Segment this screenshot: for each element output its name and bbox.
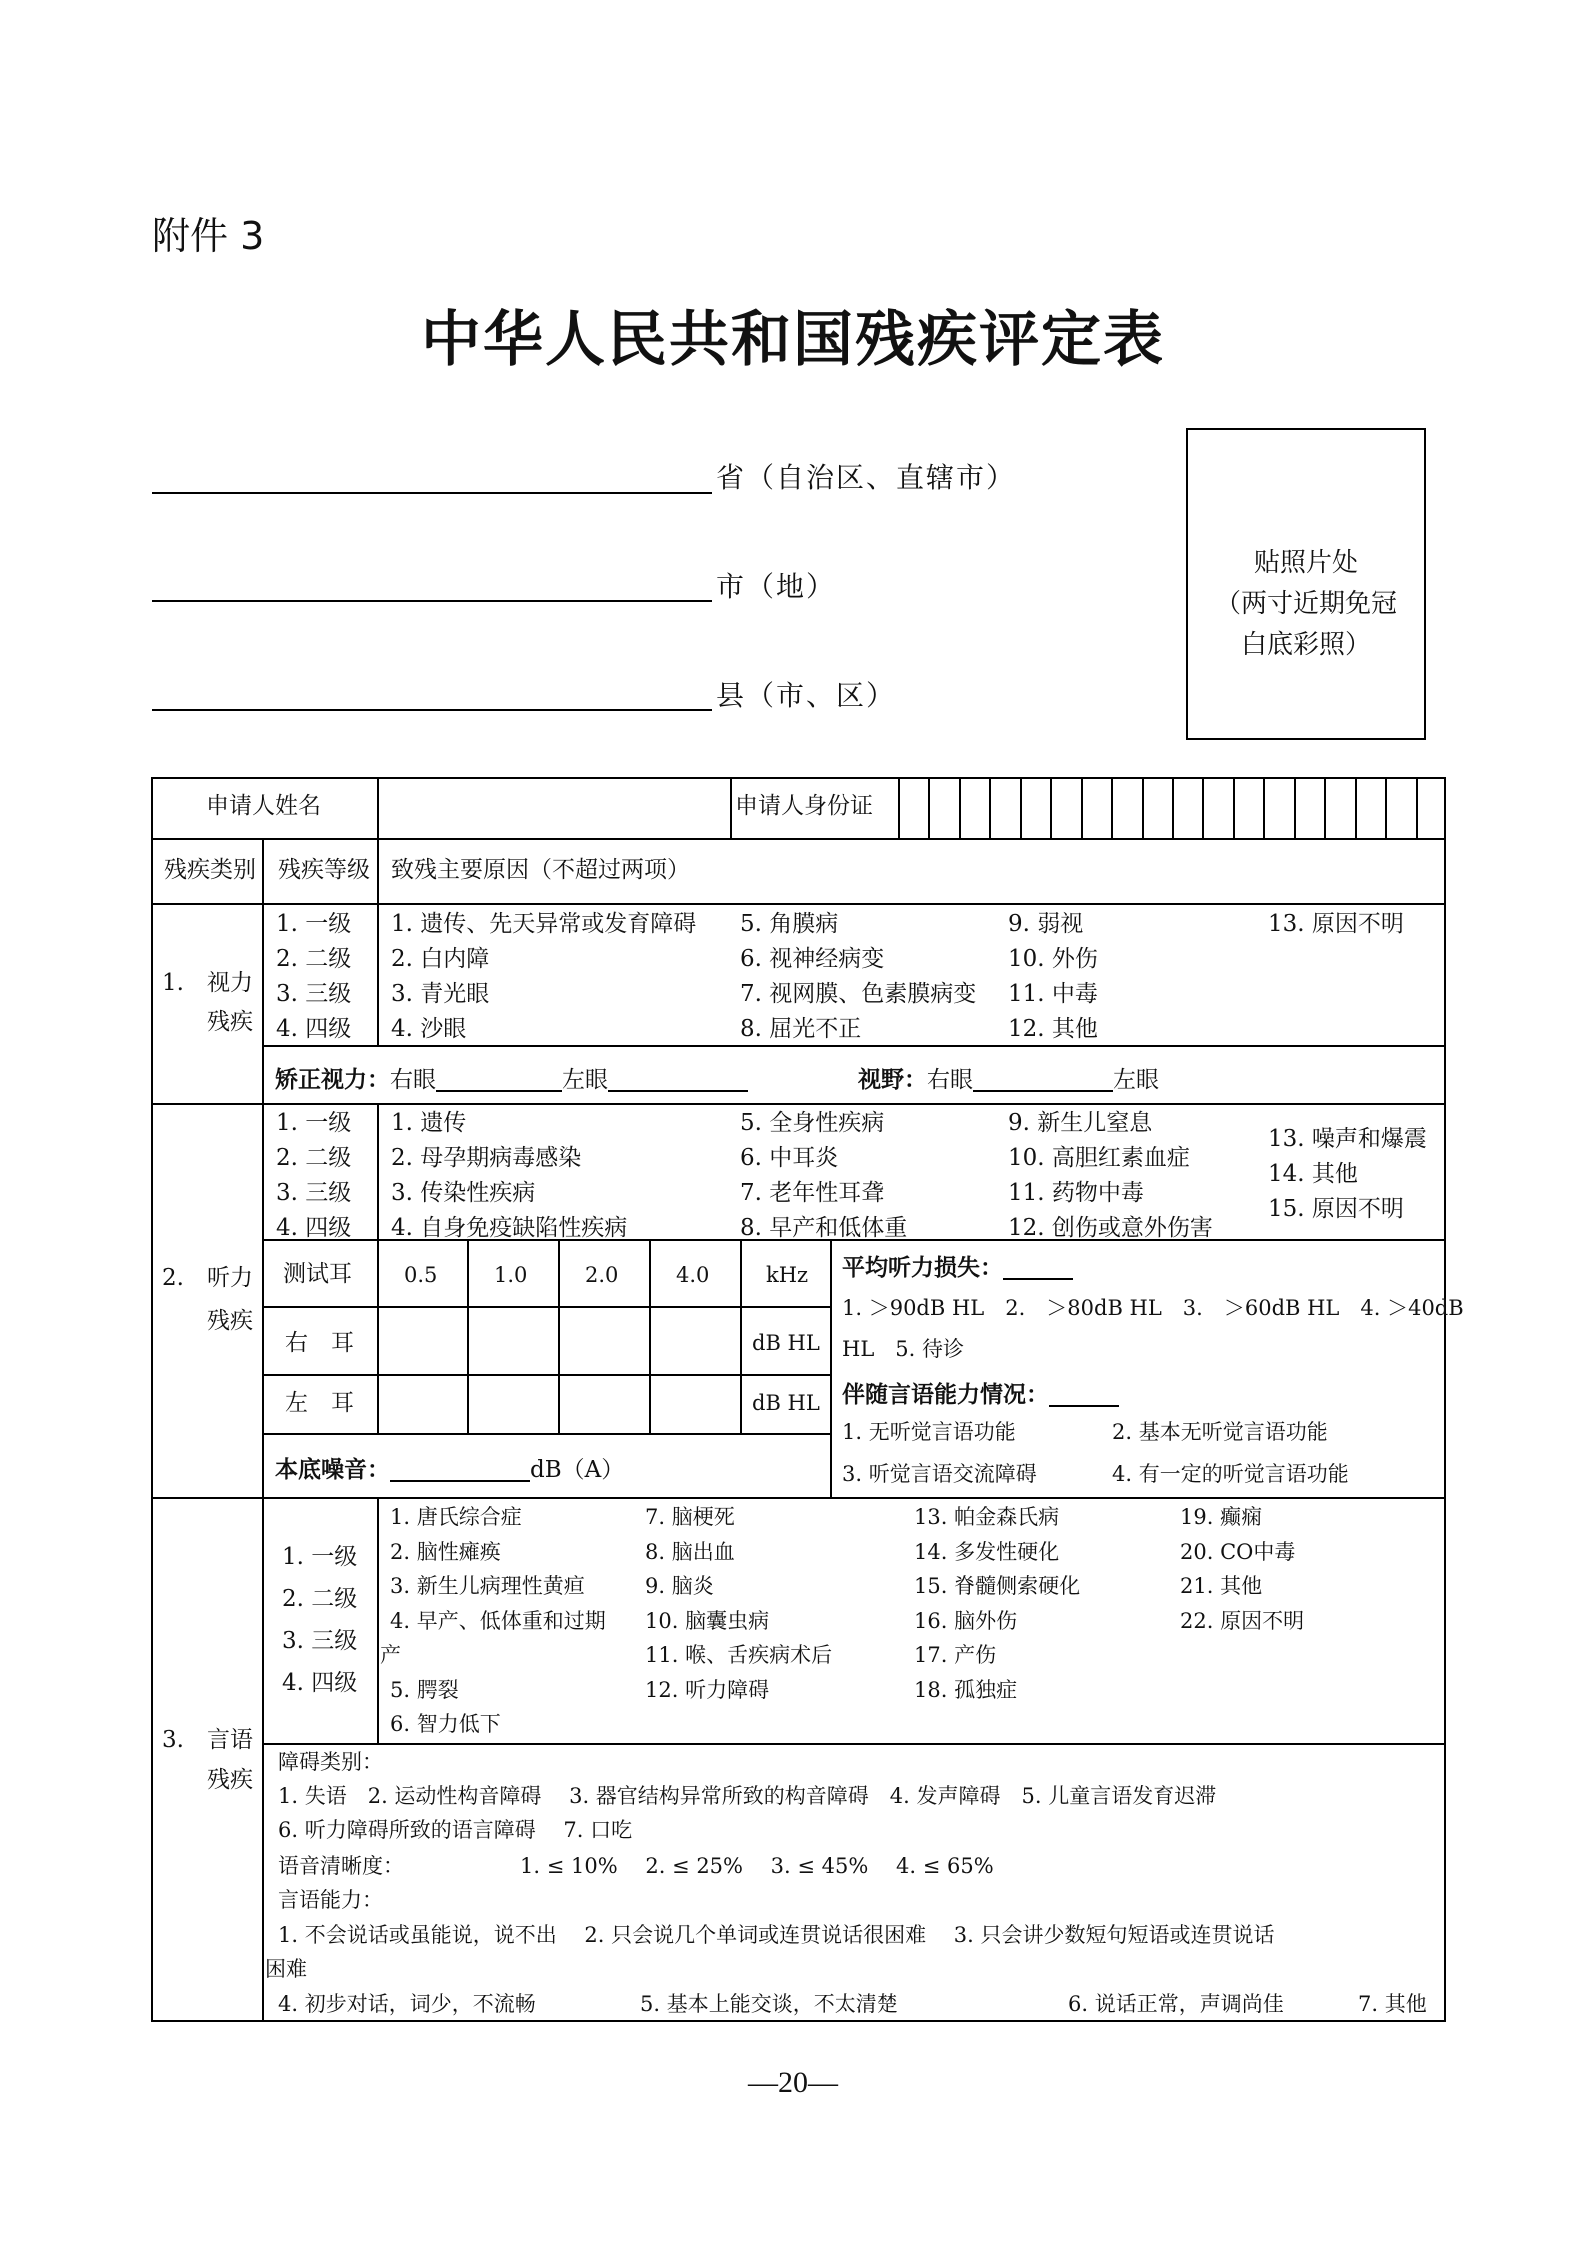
left-ear-threshold-cell[interactable] xyxy=(469,1376,558,1433)
province-label: 省（自治区、直辖市） xyxy=(716,461,1017,494)
hearing-cause-d-1: 13. 噪声和爆震 xyxy=(1268,1126,1427,1152)
speech-cause-d-4: 22. 原因不明 xyxy=(1180,1608,1305,1633)
speech-cause-c-3: 15. 脊髓侧索硬化 xyxy=(914,1574,1081,1598)
city-label: 市（地） xyxy=(716,570,837,603)
province-field[interactable] xyxy=(152,492,712,494)
ability-line-1: 1. 不会说话或虽能说，说不出 2. 只会说几个单词或连贯说话很困难 3. 只会讲少数短句短语或连贯说话 xyxy=(278,1923,1275,1947)
avg-loss-options-2: HL 5. 待诊 xyxy=(842,1337,964,1361)
vision-grade-2: 2. 二级 xyxy=(276,946,352,972)
ability-option-6: 6. 说话正常，声调尚佳 xyxy=(1068,1992,1284,2016)
speech-option-1: 1. 无听觉言语功能 xyxy=(842,1420,1016,1444)
city-field[interactable] xyxy=(152,600,712,602)
applicant-name-field[interactable] xyxy=(379,779,728,836)
vision-cause-b-2: 6. 视神经病变 xyxy=(740,946,885,972)
speech-cause-d-3: 21. 其他 xyxy=(1180,1574,1263,1598)
hearing-grade-3: 3. 三级 xyxy=(276,1180,352,1206)
vision-label-num: 1. xyxy=(162,970,184,996)
avg-loss xyxy=(842,1256,1073,1280)
id-digit-divider xyxy=(959,777,961,838)
col-header-grade: 残疾等级 xyxy=(278,857,370,883)
hearing-cause-a-4: 4. 自身免疫缺陷性疾病 xyxy=(391,1215,628,1241)
hearing-cause-d-3: 15. 原因不明 xyxy=(1268,1196,1404,1222)
hearing-cause-d-2: 14. 其他 xyxy=(1268,1161,1358,1187)
right-ear-threshold-cell[interactable] xyxy=(560,1308,649,1374)
id-digit-divider xyxy=(989,777,991,838)
field-right-eye-field[interactable] xyxy=(973,1068,1113,1092)
vision-cause-a-3: 3. 青光眼 xyxy=(391,981,490,1007)
id-digit-divider xyxy=(1294,777,1296,838)
speech-grade-4: 4. 四级 xyxy=(282,1670,358,1696)
id-digit-divider xyxy=(1385,777,1387,838)
background-noise xyxy=(275,1458,624,1482)
speech-cause-c-2: 14. 多发性硬化 xyxy=(914,1539,1060,1564)
ability-line-1b: 困难 xyxy=(265,1957,307,1981)
disorder-types-1: 1. 失语 2. 运动性构音障碍 3. 器官结构异常所致的构音障碍 4. 发声障碍 5. 儿童言语发育迟滞 xyxy=(278,1784,1217,1808)
vision-cause-a-2: 2. 白内障 xyxy=(391,946,490,972)
speech-cause-a-2: 2. 脑性瘫痪 xyxy=(390,1539,501,1564)
id-digit-divider xyxy=(1172,777,1174,838)
vision-cause-c-1: 9. 弱视 xyxy=(1008,911,1084,937)
speech-cause-a-7: 6. 智力低下 xyxy=(390,1712,501,1736)
speech-label-a: 言语 xyxy=(207,1727,253,1753)
applicant-id-label: 申请人身份证 xyxy=(735,793,873,819)
hearing-cause-a-3: 3. 传染性疾病 xyxy=(391,1180,536,1206)
speech-label-num: 3. xyxy=(162,1727,184,1753)
speech-cause-b-4: 10. 脑囊虫病 xyxy=(645,1608,770,1633)
avg-loss-field[interactable] xyxy=(1003,1256,1073,1280)
field-right-eye-label: 右眼 xyxy=(927,1067,973,1093)
right-ear-threshold-cell[interactable] xyxy=(469,1308,558,1374)
right-ear-unit: dB HL xyxy=(752,1331,820,1355)
speech-cause-a-3: 3. 新生儿病理性黄疸 xyxy=(390,1574,585,1598)
hearing-grade-4: 4. 四级 xyxy=(276,1215,352,1241)
left-ear-threshold-cell[interactable] xyxy=(651,1376,740,1433)
left-ear-label: 左 耳 xyxy=(285,1390,354,1416)
background-noise-field[interactable] xyxy=(390,1458,530,1482)
vision-cause-c-3: 11. 中毒 xyxy=(1008,981,1098,1007)
background-noise-label: 本底噪音： xyxy=(275,1457,390,1483)
hearing-grade-1: 1. 一级 xyxy=(276,1110,352,1136)
speech-option-3: 3. 听觉言语交流障碍 xyxy=(842,1462,1037,1486)
hearing-label-b: 残疾 xyxy=(207,1308,253,1334)
vision-label-a: 视力 xyxy=(207,970,253,996)
vision-grade-3: 3. 三级 xyxy=(276,981,352,1007)
speech-grade-3: 3. 三级 xyxy=(282,1628,358,1654)
speech-ability xyxy=(842,1383,1119,1407)
ability-option-4: 4. 初步对话，词少，不流畅 xyxy=(278,1992,536,2016)
speech-cause-b-5: 11. 喉、舌疾病术后 xyxy=(645,1643,833,1667)
right-eye-acuity-field[interactable] xyxy=(436,1068,562,1092)
speech-cause-a-5: 产 xyxy=(380,1643,401,1667)
vision-cause-b-3: 7. 视网膜、色素膜病变 xyxy=(740,981,977,1007)
vision-cause-a-1: 1. 遗传、先天异常或发育障碍 xyxy=(391,911,697,937)
id-digit-divider xyxy=(1416,777,1418,838)
frequency-4: 4.0 xyxy=(676,1263,710,1287)
frequency-3: 2.0 xyxy=(585,1263,619,1287)
hearing-cause-c-1: 9. 新生儿窒息 xyxy=(1008,1110,1153,1136)
hearing-cause-c-4: 12. 创伤或意外伤害 xyxy=(1008,1215,1213,1241)
id-digit-divider xyxy=(1142,777,1144,838)
hearing-cause-b-4: 8. 早产和低体重 xyxy=(740,1215,908,1241)
disorder-type-label: 障碍类别： xyxy=(278,1750,383,1774)
speech-cause-b-3: 9. 脑炎 xyxy=(645,1574,714,1598)
form-title: 中华人民共和国残疾评定表 xyxy=(421,305,1165,375)
left-ear-threshold-cell[interactable] xyxy=(379,1376,467,1433)
id-digit-divider xyxy=(1355,777,1357,838)
left-eye-label: 左眼 xyxy=(562,1067,608,1093)
vision-cause-c-4: 12. 其他 xyxy=(1008,1016,1098,1042)
clarity-options: 1. ≤ 10% 2. ≤ 25% 3. ≤ 45% 4. ≤ 65% xyxy=(520,1854,994,1878)
left-ear-threshold-cell[interactable] xyxy=(560,1376,649,1433)
speech-cause-c-4: 16. 脑外伤 xyxy=(914,1608,1018,1633)
hearing-cause-b-3: 7. 老年性耳聋 xyxy=(740,1180,885,1206)
id-digit-divider xyxy=(1050,777,1052,838)
left-eye-acuity-field[interactable] xyxy=(608,1068,748,1092)
col-header-cause: 致残主要原因（不超过两项） xyxy=(391,857,690,883)
speech-cause-b-6: 12. 听力障碍 xyxy=(645,1677,770,1702)
speech-cause-c-1: 13. 帕金森氏病 xyxy=(914,1505,1060,1529)
vision-grade-1: 1. 一级 xyxy=(276,911,352,937)
vision-cause-c-2: 10. 外伤 xyxy=(1008,946,1098,972)
applicant-name-label: 申请人姓名 xyxy=(206,793,321,819)
hearing-cause-a-2: 2. 母孕期病毒感染 xyxy=(391,1145,582,1171)
county-label: 县（市、区） xyxy=(716,679,897,712)
attachment-label: 附件 3 xyxy=(152,214,265,258)
id-digit-divider xyxy=(928,777,930,838)
vision-corrected xyxy=(275,1068,748,1092)
speech-option-4: 4. 有一定的听觉言语功能 xyxy=(1112,1462,1349,1486)
frequency-5: kHz xyxy=(766,1263,809,1287)
vision-label-b: 残疾 xyxy=(207,1009,253,1035)
hearing-grade-2: 2. 二级 xyxy=(276,1145,352,1171)
avg-loss-label: 平均听力损失： xyxy=(842,1255,1003,1281)
id-digit-divider xyxy=(1111,777,1113,838)
speech-label-b: 残疾 xyxy=(207,1767,253,1793)
page-number-text: —20— xyxy=(748,2066,838,2099)
right-ear-label: 右 耳 xyxy=(285,1330,354,1356)
hearing-label-a: 听力 xyxy=(207,1265,253,1291)
speech-cause-d-1: 19. 癫痫 xyxy=(1180,1505,1263,1529)
id-digit-divider xyxy=(1202,777,1204,838)
vision-cause-b-4: 8. 屈光不正 xyxy=(740,1016,862,1042)
hearing-cause-c-2: 10. 高胆红素血症 xyxy=(1008,1145,1190,1171)
hearing-cause-c-3: 11. 药物中毒 xyxy=(1008,1180,1144,1206)
vision-field xyxy=(858,1068,1159,1092)
left-ear-unit: dB HL xyxy=(752,1391,820,1415)
vision-cause-b-1: 5. 角膜病 xyxy=(740,911,839,937)
visual-field-label: 视野： xyxy=(858,1067,927,1093)
speech-cause-c-6: 18. 孤独症 xyxy=(914,1677,1018,1702)
speech-grade-2: 2. 二级 xyxy=(282,1586,358,1612)
vision-grade-4: 4. 四级 xyxy=(276,1016,352,1042)
background-noise-unit: dB（A） xyxy=(530,1457,625,1483)
id-digit-divider xyxy=(1263,777,1265,838)
corrected-acuity-label: 矫正视力： xyxy=(275,1067,390,1093)
photo-box-text: 贴照片处 （两寸近期免冠 白底彩照） xyxy=(1214,547,1397,660)
ability-label: 言语能力： xyxy=(278,1888,383,1912)
photo-box[interactable] xyxy=(1186,428,1426,740)
speech-ability-field[interactable] xyxy=(1049,1383,1119,1407)
vision-cause-d-1: 13. 原因不明 xyxy=(1268,911,1404,937)
speech-cause-d-2: 20. CO中毒 xyxy=(1180,1539,1296,1564)
speech-grade-1: 1. 一级 xyxy=(282,1544,358,1570)
col-header-category: 残疾类别 xyxy=(164,857,256,883)
speech-option-2: 2. 基本无听觉言语功能 xyxy=(1112,1420,1328,1444)
hearing-cause-b-2: 6. 中耳炎 xyxy=(740,1145,839,1171)
ability-option-7: 7. 其他 xyxy=(1358,1992,1427,2016)
ability-option-5: 5. 基本上能交谈，不太清楚 xyxy=(640,1992,898,2016)
id-digit-divider xyxy=(1233,777,1235,838)
disorder-types-2: 6. 听力障碍所致的语言障碍 7. 口吃 xyxy=(278,1818,633,1842)
id-digit-divider xyxy=(1081,777,1083,838)
id-digit-divider xyxy=(1020,777,1022,838)
hearing-label-num: 2. xyxy=(162,1265,184,1291)
right-eye-label: 右眼 xyxy=(390,1067,436,1093)
hearing-cause-a-1: 1. 遗传 xyxy=(391,1110,467,1136)
avg-loss-options-1: 1. ＞90dB HL 2. ＞80dB HL 3. ＞60dB HL 4. ＞40dB xyxy=(842,1296,1464,1320)
field-left-eye-label: 左眼 xyxy=(1113,1067,1159,1093)
speech-ability-label: 伴随言语能力情况： xyxy=(842,1382,1049,1408)
speech-cause-a-6: 5. 腭裂 xyxy=(390,1677,459,1702)
speech-cause-a-1: 1. 唐氏综合症 xyxy=(390,1505,522,1529)
frequency-2: 1.0 xyxy=(494,1263,528,1287)
right-ear-threshold-cell[interactable] xyxy=(379,1308,467,1374)
id-digit-divider xyxy=(1324,777,1326,838)
right-ear-threshold-cell[interactable] xyxy=(651,1308,740,1374)
test-ear-label: 测试耳 xyxy=(283,1261,352,1287)
clarity-label: 语音清晰度： xyxy=(278,1854,404,1878)
speech-cause-c-5: 17. 产伤 xyxy=(914,1643,997,1667)
county-field[interactable] xyxy=(152,709,712,711)
page-number xyxy=(0,2065,1586,2100)
speech-cause-b-2: 8. 脑出血 xyxy=(645,1539,735,1564)
vision-cause-a-4: 4. 沙眼 xyxy=(391,1016,467,1042)
speech-cause-b-1: 7. 脑梗死 xyxy=(645,1505,735,1529)
speech-cause-a-4: 4. 早产、低体重和过期 xyxy=(390,1608,606,1633)
frequency-1: 0.5 xyxy=(404,1263,438,1287)
hearing-cause-b-1: 5. 全身性疾病 xyxy=(740,1110,885,1136)
